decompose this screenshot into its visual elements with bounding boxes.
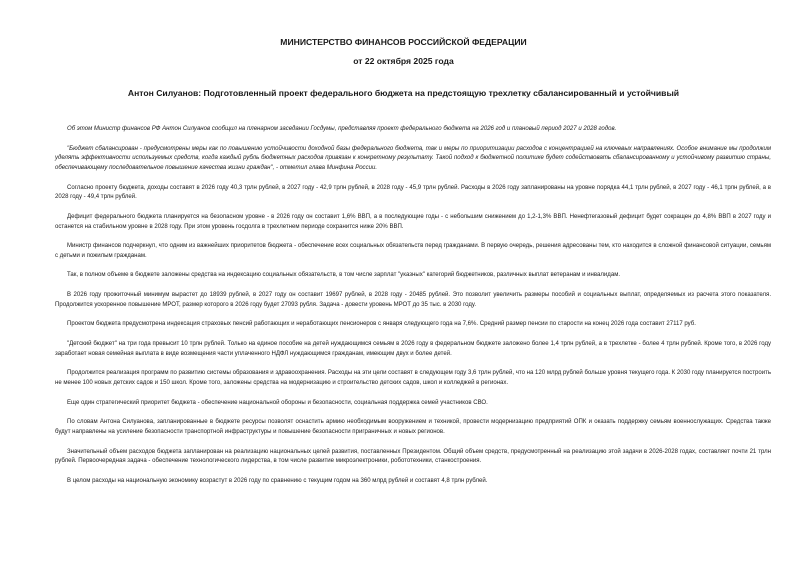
paragraph-deficit: Дефицит федерального бюджета планируется на безопасном уровне - в 2026 году он составит 1,6% ВВП, а в последующие годы - с небольшим снижением до 1,2-1,3% ВВП. Ненефтегазовый дефицит будет сокращен до 4,8% ВВП в 2027 году и останется на стабильном уровне в 2028 году. При этом уровень госдолга в трехлетнем периоде сохранится ниже 20% ВВП. (55, 213, 771, 230)
paragraph-pensions: Проектом бюджета предусмотрена индексация страховых пенсий работающих и неработающих пенсионеров с января следующего года на 7,6%. Средний размер пенсии по старости на конец 2026 года составит 27117 руб. (67, 321, 696, 328)
paragraph-quote: "Бюджет сбалансирован - предусмотрены меры как по повышению устойчивости доходной базы федерального бюджета, так и меры по приоритизации расходов с концентрацией на ключевых направлениях. Особое внимание мы продолжим уделять эффективности используемых средств, когда каждый рубль бюджетных расходов привязан к конкретному результату. Такой подход к бюджетной политике будет содействовать сбалансированному и устойчивому развитию страны, обеспечивающему последовательное повышение качества жизни граждан", - отметил глава Минфина России. (55, 145, 771, 171)
paragraph-indexation: Так, в полном объеме в бюджете заложены средства на индексацию социальных обязательств, в том числе зарплат "указных" категорий бюджетников, различных выплат ветеранам и инвалидам. (67, 272, 621, 279)
paragraph-revenues: Согласно проекту бюджета, доходы составят в 2026 году 40,3 трлн рублей, в 2027 году - 42,9 трлн рублей, в 2028 году - 45,9 трлн рублей. Расходы в 2026 году запланированы на уровне порядка 44,1 трлн рублей, в 2027 году - 46,1 трлн рублей, а в 2028 году - 49,4 трлн рублей. (55, 184, 771, 201)
paragraph-army: По словам Антона Силуанова, запланированные в бюджете ресурсы позволят оснастить армию необходимым вооружением и техникой, провести модернизацию предприятий ОПК и оказать поддержку семьям военнослужащих. Средства также будут направлены на усиление безопасности транспортной инфраструктуры и повышение безопасности приграничных и новых регионов. (55, 419, 771, 436)
paragraph-minimum-wage: В 2026 году прожиточный минимум вырастет до 18939 рублей, в 2027 году он составит 19697 рублей, в 2028 году - 20485 рублей. Это позволит увеличить размеры пособий и социальных выплат, определяемых из расчета этого показателя. Продолжится ускоренное повышение МРОТ, размер которого в 2026 году будет 27093 рубля. Задача - довести уровень МРОТ до 35 тыс. в 2030 году. (55, 292, 771, 308)
paragraph-education-health: Продолжится реализация программ по развитию системы образования и здравоохранения. Расходы на эти цели составят в следующем году 3,6 трлн рублей, что на 120 млрд рублей больше уровня текущего года. К 2030 году планируется построить не менее 100 новых детских садов и 150 школ. Кроме того, заложены средства на модернизацию и строительство детских садов, школ и колледжей в регионах. (55, 370, 771, 387)
paragraph-intro: Об этом Министр финансов РФ Антон Силуанов сообщил на пленарном заседании Госдумы, представляя проект федерального бюджета на 2026 год и плановый период 2027 и 2028 годов. (67, 126, 617, 132)
paragraph-children-budget: "Детский бюджет" на три года превысит 10 трлн рублей. Только на единое пособие на детей нуждающимся семьям в 2026 году в федеральном бюджете заложено более 1,4 трлн рублей, а в трехлетке - более 4 трлн рублей. Кроме того, в 2026 году заработает новая семейная выплата в виде возмещения части уплаченного НДФЛ нуждающимся гражданам, имеющим двух и более детей. (55, 341, 771, 357)
paragraph-social-priority: Министр финансов подчеркнул, что одним из важнейших приоритетов бюджета - обеспечение всех социальных обязательств перед гражданами. В первую очередь, решения адресованы тем, кто находится в сложной финансовой ситуации, семьям с детьми и пожилым гражданам. (55, 243, 771, 259)
document-headline: Антон Силуанов: Подготовленный проект федерального бюджета на предстоящую трехлетку сбалансированный и устойчивый (127, 88, 680, 98)
paragraph-defense: Еще один стратегический приоритет бюджета - обеспечение национальной обороны и безопасности, социальная поддержка семей участников СВО. (67, 399, 488, 406)
ministry-title: МИНИСТЕРСТВО ФИНАНСОВ РОССИЙСКОЙ ФЕДЕРАЦИИ (280, 37, 527, 47)
paragraph-national-goals: Значительный объем расходов бюджета запланирован на реализацию национальных целей развития, поставленных Президентом. Общий объем средств, предусмотренный на реализацию этой задачи в 2026-2028 годах, составляет почти 21 трлн рублей. Первоочередная задача - обеспечение технологического лидерства, в том числе развитие микроэлектроники, робототехники, станкостроения. (55, 448, 771, 465)
document-body (55, 125, 771, 497)
document-date: от 22 октября 2025 года (353, 56, 454, 66)
paragraph-economy: В целом расходы на национальную экономику возрастут в 2026 году по сравнению с текущим годом на 360 млрд рублей и составят 4,8 трлн рублей. (67, 477, 488, 484)
